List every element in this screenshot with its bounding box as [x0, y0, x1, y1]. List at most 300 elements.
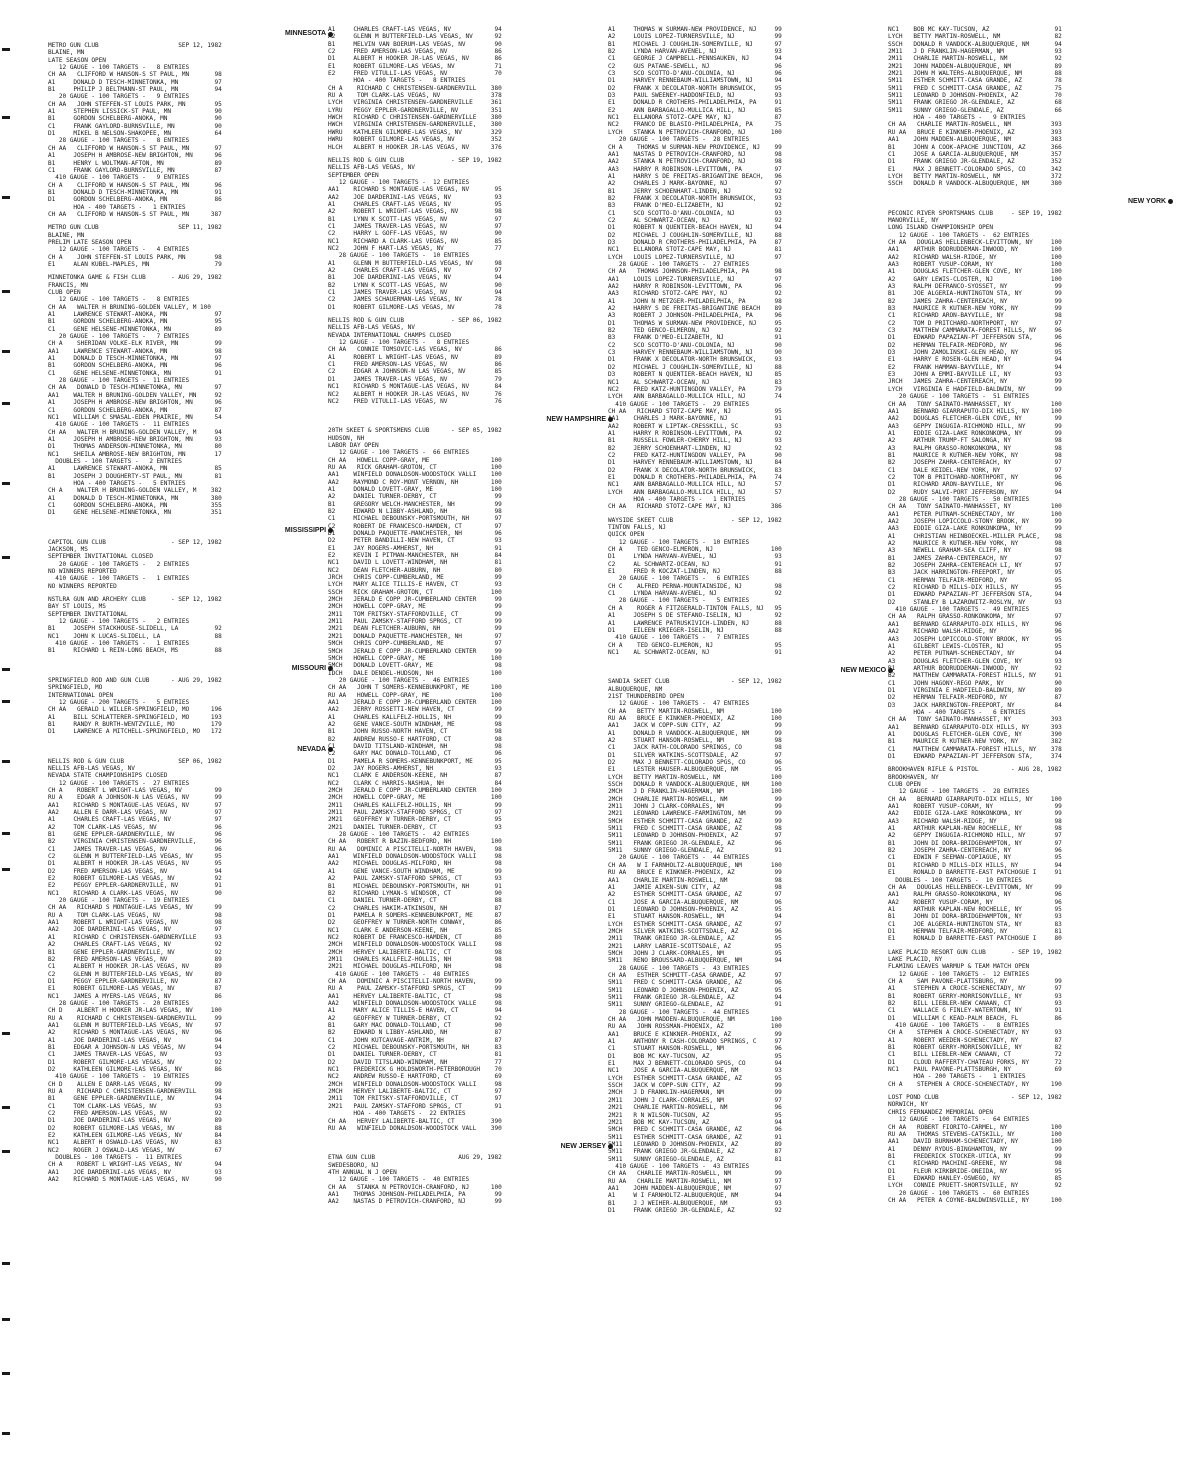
result-line: 2M21 DONALD PAQUETTE-MANCHESTER, NH 97	[328, 632, 502, 640]
result-line: AA2 RICHARD WALSH-RIDGE, NY 96	[888, 628, 1062, 636]
result-line: D1 PAMELA R SOMERS-KENNEBUNKPORT, ME 95	[328, 757, 502, 765]
result-line: DOUBLES - 100 TARGETS - 2 ENTRIES	[48, 457, 182, 465]
result-line: C2 GLENN M BUTTERFIELD-LAS VEGAS, NV 95	[48, 853, 222, 861]
club-result-block	[328, 1154, 613, 1205]
results-column-4	[888, 26, 1173, 1456]
result-line: B2 LYNN K SCOTT-LAS VEGAS, NV 90	[328, 281, 502, 289]
result-line: AA1 LAWRENCE STEWART-ANOKA, MN 98	[48, 347, 222, 355]
result-line: A1 DENNY RYDUS-BINGHAMTON, NY 99	[888, 1145, 1062, 1153]
result-line: RU AA HOWELL COPP-GRAY, ME 100	[328, 691, 502, 699]
result-line: NORWICH, NY	[888, 1101, 928, 1109]
result-line: NC2 ANDREW RUSSO-E HARTFORD, CT 69	[328, 1073, 502, 1081]
result-line: CH AA RICHARD S MONTAGUE-LAS VEGAS, NV 99	[48, 904, 222, 912]
result-line: B1 ROBERT GERRY-MORRISONVILLE, NY 93	[888, 992, 1062, 1000]
result-line: RU AA CHARLIE MARTIN-ROSWELL, NM 97	[608, 1177, 782, 1185]
result-line: AA1 BRUCE E KINKNER-PHOENIX, AZ 99	[608, 1030, 782, 1038]
result-line: A1 CHARLES CRAFT-LAS VEGAS, NV 97	[48, 816, 222, 824]
scan-mark	[2, 402, 10, 405]
result-line: B2 EDWARD N LIBBY-ASHLAND, NH 87	[328, 1029, 502, 1037]
result-line: WAYSIDE SKEET CLUB - SEP 12, 1982	[608, 516, 782, 524]
result-line: C2 AL SCHWARTZ-OCEAN, NJ 91	[608, 560, 782, 568]
result-line: D3 ROBERT N QUENTIER-BEACH HAVEN, NJ 85	[608, 371, 782, 379]
result-line: 2MCH SILVER WATKINS-SCOTTSDALE, AZ 96	[608, 927, 782, 935]
result-line: METRO GUN CLUB SEP 12, 1982	[48, 42, 222, 49]
result-line: CH D ALLEN E DARR-LAS VEGAS, NV 99	[48, 1080, 222, 1088]
result-line: C1 FRED AMERSON-LAS VEGAS, NV 86	[328, 361, 502, 369]
result-line: NEVADA INTERNATIONAL CHAMPS CLOSED	[328, 331, 452, 339]
result-line: D2 STANLEY B LAZAROWITZ-ROSLYN, NY 93	[888, 598, 1062, 606]
result-line: 2MCH HERVEY LALIBERTE-BALTIC, CT 98	[328, 948, 502, 956]
result-line: BLAINE, MN	[48, 231, 85, 239]
result-line: E2 ANN BARBAGALLO-MULLICA HILL, NJ 85	[608, 106, 782, 114]
result-line: RU A TOM CLARK-LAS VEGAS, NV 98	[48, 911, 222, 919]
club-result-block	[48, 596, 333, 655]
result-line: C1 FRANK GAYLORD-BURNSVILLE, MN 90	[48, 122, 222, 130]
result-line: SSCH RICK GRAHAM-GROTON, CT 100	[328, 588, 502, 596]
result-line: B1 DONALD D TESCH-MINNETONKA, MN 91	[48, 188, 222, 196]
result-line: CH AA TONY SAINATO-MANHASSET, NY 100	[888, 400, 1062, 408]
result-line: HOA - 400 TARGETS - 5 ENTRIES	[48, 479, 186, 487]
result-line: E2 ROBERT GILMORE-LAS VEGAS, NV 92	[48, 875, 222, 883]
result-line: C1 TOM CLARK-LAS VEGAS, NV 93	[48, 1102, 222, 1110]
result-line: E1 STUART HANSON-ROSWELL, NM 94	[608, 913, 782, 921]
result-line: LONG ISLAND CHAMPIONSHIP OPEN	[888, 224, 993, 232]
result-line: C2 FRED AMERSON-LAS VEGAS, NV 86	[328, 48, 502, 56]
result-line: B2 TED GENCO-ELMERON, NJ 92	[608, 327, 782, 335]
result-line: B1 GENE EPPLER-GARDNERVILLE, NV 96	[48, 831, 222, 838]
result-line: A1 GENE VANCE-SOUTH WINDHAM, ME 99	[328, 867, 502, 875]
result-line: A2 ESTHER SCHMITT-CASA GRANDE, AZ 97	[608, 891, 782, 899]
result-line: BLAINE, MN	[48, 49, 85, 57]
result-line: A2 CHARLES J MARK-BAYONNE, NJ 97	[608, 180, 782, 188]
result-line: C1 JAMES TRAVER-LAS VEGAS, NV 94	[328, 289, 502, 297]
result-line: AA3 GEPPY INGUGIA-RICHMOND HILL, NY 99	[888, 422, 1062, 430]
result-line: 20 GAUGE - 100 TARGETS - 28 ENTRIES	[608, 136, 750, 144]
result-line: LYCH ANN BARBAGALLO-MULLICA HILL, NJ 57	[608, 488, 782, 496]
result-line: LYCH ESTHER SCHMITT-CASA GRANDE, AZ 95	[608, 1074, 782, 1082]
result-line: 5MCH FRED C SCHMITT-CASA GRANDE, AZ 96	[608, 1126, 782, 1134]
result-line: D1 HERMAN TELFAIR-MEDFORD, NY 81	[888, 927, 1062, 935]
result-line: D1 ALBERT H HOOKER JR-LAS VEGAS, NV 86	[328, 55, 502, 63]
result-line: 28 GAUGE - 100 TARGETS - 42 ENTRIES	[328, 831, 470, 839]
result-line: C1 RICHARD ARON-BAYVILLE, NY 98	[888, 312, 1062, 320]
result-line: CH AA RICHARD STOTZ-CAPE MAY, NJ 386	[608, 503, 782, 511]
scan-mark	[2, 700, 10, 703]
result-line: C3 HARVEY RENNEBAUM-WILLIAMSTOWN, NJ 90	[608, 349, 782, 357]
result-line: AA1 JACK W COPP-SUN CITY, AZ 99	[608, 722, 782, 730]
result-line: BROOKHAVEN RIFLE & PISTOL - AUG 28, 1982	[888, 766, 1062, 774]
result-line: B3 FRANK D'MEO-ELIZABETH, NJ 91	[608, 334, 782, 342]
result-line: AA2 MICHAEL DOUGLAS-MILFORD, NH 98	[328, 860, 502, 868]
result-line: E1 EDWARD HANLEY-OSWEGO, NY 85	[888, 1174, 1062, 1182]
result-line: E1 JAY ROGERS-AMHERST, NH 91	[328, 544, 502, 552]
result-line: B1 GARY MAC DONALD-TOLLAND, CT 90	[328, 1022, 502, 1030]
result-line: 2M11 TOM FRITSKY-STAFFORDVILLE, CT 97	[328, 1095, 502, 1103]
result-line: B1 MICHAEL DEBOUNSKY-PORTSMOUTH, NH 91	[328, 882, 502, 890]
result-line: LATE SEASON OPEN	[48, 56, 106, 64]
result-line: NC2 ROGER J OSWALD-LAS VEGAS, NV 67	[48, 1146, 222, 1154]
result-line: CH AA TONY SAINATO-MANHASSET, NY 393	[888, 716, 1062, 724]
result-line: AA2 HARRY R ROBINSON-LEVITTOWN, PA 96	[608, 283, 782, 291]
result-line: CH AA CLIFFORD W HANSON-S ST PAUL, MN 387	[48, 210, 222, 218]
result-line: E1 ALAN KUBEL-MAPLES, MN 79	[48, 260, 222, 268]
result-line: NC1 ELLANORA STOTZ-CAPE MAY, NJ 81	[608, 246, 782, 254]
result-line: CH AA GERALD L WILLER-SPRINGFIELD, MO 196	[48, 706, 222, 714]
result-line: 410 GAUGE - 100 TARGETS - 29 ENTRIES	[608, 400, 750, 408]
state-heading	[48, 664, 333, 674]
result-line: A2 GLENN M BUTTERFIELD-LAS VEGAS, NV 92	[328, 33, 502, 41]
result-line: AA2 JOSEPH LOPICCOLO-STONY BROOK, NY 99	[888, 518, 1062, 525]
result-line: AA2 RICHARD S MONTAGUE-LAS VEGAS, NV 90	[48, 1176, 222, 1184]
result-line: 20 GAUGE - 100 TARGETS - 7 ENTRIES	[48, 333, 190, 341]
result-line: NSTLRA GUN AND ARCHERY CLUB - SEP 12, 1982	[48, 596, 222, 604]
result-line: B1 JOHN A COOK-APACHE JUNCTION, AZ 366	[888, 143, 1062, 151]
result-line: 28 GAUGE - 100 TARGETS - 10 ENTRIES	[328, 252, 470, 260]
result-line: CH AA RICHARD STOTZ-CAPE MAY, NJ 95	[608, 407, 782, 415]
result-line: AA1 CHARLES J MARK-BAYONNE, NJ 91	[608, 415, 782, 423]
result-line: 5M11 SUNNY GRIEGO-GLENDALE, AZ 91	[608, 847, 782, 855]
result-line: ALBUQUERQUE, NM	[608, 685, 663, 693]
result-line: AA1 LOUIS LOPEZ-TURNERSVILLE, NJ 97	[608, 275, 782, 283]
result-line: A2 TOM CLARK-LAS VEGAS, NV 96	[48, 823, 222, 831]
result-line: AA3 HARRY R ROBINSON-LEVITTOWN, PA 97	[608, 165, 782, 173]
result-line: CH A RICHARD C CHRISTENSEN-GARDNERVILL 380	[328, 84, 502, 92]
result-line: NC1 WILLIAM C SMASAL-EDEN PRAIRIE, MN 54	[48, 413, 222, 421]
state-heading-text: NEW JERSEY	[560, 1142, 606, 1150]
result-line: 2M21 CHARLIE MARTIN-ROSWELL, NM 96	[608, 1104, 782, 1112]
result-line: B1 GREGORY WELCH-MANCHESTER, NH 99	[328, 500, 502, 508]
bullet-icon	[1168, 199, 1173, 204]
result-line: E3 JOHN A EMMI-BAYVILLE LI, NY 93	[888, 371, 1062, 379]
result-line: B1 ROBERT GERRY-MORRISONVILLE, NY 82	[888, 1044, 1062, 1052]
result-line: C1 GORDON SCHELBERG-ANOKA, MN 355	[48, 501, 222, 509]
result-line: C1 MATTHEW CAMMARATA-FOREST HILLS, NY 378	[888, 745, 1062, 753]
result-line: 5M11 ESTHER SCHMITT-CASA GRANDE, AZ 78	[888, 77, 1062, 85]
result-line: D1 DONALD PAQUETTE-MANCHESTER, NH 96	[328, 530, 502, 537]
result-line: A1 JOE DARDERINI-LAS VEGAS, NV 94	[48, 1036, 222, 1044]
result-line: CH A WALTER H BRUNING-GOLDEN VALLEY, M 382	[48, 487, 222, 495]
result-line: CH AA DONALD D TESCH-MINNETONKA, MN 97	[48, 384, 222, 392]
result-line: 2M11 PAUL ZAMSKY-STAFFORD SPRGS, CT 99	[328, 618, 502, 626]
result-line: 28 GAUGE - 100 TARGETS - 11 ENTRIES	[48, 377, 190, 385]
result-line: NELLIS ROD & GUN CLUB - SEP 19, 1982	[328, 156, 502, 164]
result-line: CH AA TONY SAINATO-MANHASSET, NY 100	[888, 503, 1062, 511]
result-line: 5M11 FRED C SCHMITT-CASA GRANDE, AZ 96	[608, 979, 782, 987]
result-line: CH AA WALTER H BRUNING-GOLDEN VALLEY, M 100	[48, 303, 211, 311]
result-line: CH AA CLIFFORD W HANSON-S ST PAUL, MN 98	[48, 71, 222, 79]
result-line: A2 STUART HANSON-ROSWELL, NM 98	[608, 736, 782, 744]
result-line: 2M21 LARRY LABRIE-SCOTTSDALE, AZ 95	[608, 942, 782, 950]
result-line: NC1 JAMES A MYERS-LAS VEGAS, NV 86	[48, 992, 222, 1000]
result-line: CH AA HOWELL COPP-GRAY, ME 100	[328, 456, 502, 464]
result-line: E1 RONALD D BARRETTE-EAST PATCHOGUE I 80	[888, 935, 1062, 943]
result-line: AA1 JERALD E COPP JR-CUMBERLAND CENTER 100	[328, 698, 502, 706]
result-line: B2 JOSEPH ZAHRA-CENTEREACH LI, NY 97	[888, 562, 1062, 570]
result-line: D1 EDWARD PAPAZIAN-PT JEFFERSON STA, 96	[888, 334, 1062, 342]
result-line: B1 JOE DARDERINI-LAS VEGAS, NV 94	[328, 274, 502, 282]
result-line: A1 CHRISTIAN HEINBOECKEL-MILLER PLACE, 98	[888, 532, 1062, 540]
result-line: CH AA HERVEY LALIBERTE-BALTIC, CT 390	[328, 1117, 502, 1125]
result-line: 2MCH WINFIELD DONALDSON-WOODSTOCK VALLI 98	[328, 941, 502, 949]
result-line: NC1 ELLANORA STOTZ-CAPE MAY, NJ 87	[608, 114, 782, 122]
result-line: B1 J J WEIHER-ALBUQUERQUE, NM 93	[608, 1199, 782, 1207]
result-line: NC2 FRED VITULLI-LAS VEGAS, NV 76	[328, 397, 502, 405]
result-line: B1 MAURICE R KUTNER-NEW YORK, NY 382	[888, 738, 1062, 746]
state-heading	[48, 29, 333, 39]
result-line: JRCH CHRIS COPP-CUMBERLAND, ME 99	[328, 574, 502, 582]
result-line: C2 ROBERT DE FRANCESCO-HAMDEN, CT 97	[328, 522, 502, 530]
result-line: E1 ROBERT GILMORE-LAS VEGAS, NV 71	[328, 62, 502, 70]
result-line: 2MCH HOWELL COPP-GRAY, ME 100	[328, 794, 502, 802]
result-line: NC1 AL SCHWARTZ-OCEAN, NJ 83	[608, 378, 782, 386]
result-line: CH A ROBERT L WRIGHT-LAS VEGAS, NV 99	[48, 786, 222, 794]
result-line: AA2 STANKA N PETROVICH-CRANFORD, NJ 98	[608, 158, 782, 166]
result-line: A2 PAUL ZAMSKY-STAFFORD SPRGS, CT 93	[328, 875, 502, 883]
state-heading	[48, 745, 333, 755]
club-result-block	[328, 317, 613, 405]
result-line: LYCH LOUIS LOPEZ-TURNERSVILLE, NJ 97	[608, 253, 782, 261]
result-line: SANDIA SKEET CLUB - SEP 12, 1982	[608, 678, 782, 686]
result-line: CH A ROGER A FITZGERALD-TINTON FALLS, NJ 95	[608, 604, 782, 612]
result-line: NC1 RICHARD A CLARK-LAS VEGAS, NV 85	[328, 237, 502, 245]
result-line: SSCH DONALD R VANDOCK-ALBUQUERQUE, NM 94	[888, 40, 1062, 48]
result-line: AA1 GLENN M BUTTERFIELD-LAS VEGAS, NV 97	[48, 1021, 222, 1029]
result-line: SEPTEMBER OPEN	[328, 171, 379, 179]
result-line: B1 GORDON SCHELBERG-ANOKA, MN 90	[48, 115, 222, 123]
result-line: B1 JAMES ZAHRA-CENTEREACH, NY 97	[888, 554, 1062, 562]
result-line: 2MCH JERALD E COPP JR-CUMBERLAND CENTER 99	[328, 596, 502, 604]
result-line: AA1 HERVEY LALIBERTE-BALTIC, CT 98	[328, 992, 502, 1000]
result-line: 12 GAUGE - 200 TARGETS - 5 ENTRIES	[48, 698, 190, 706]
result-line: 28 GAUGE - 100 TARGETS - 27 ENTRIES	[608, 261, 750, 268]
result-line: 2M21 JOHN M WALTERS-ALBUQUERQUE, NM 88	[888, 70, 1062, 78]
result-line: 28 GAUGE - 100 TARGETS - 43 ENTRIES	[608, 964, 750, 972]
result-line: B1 RICHARD L REIN-LONG BEACH, MS 88	[48, 647, 222, 655]
result-line: 28 GAUGE - 100 TARGETS - 20 ENTRIES	[48, 999, 190, 1007]
scan-mark	[2, 1318, 10, 1321]
result-line: LYCH VIRGINIA CHRISTENSEN-GARDNERVILLE 361	[328, 99, 502, 107]
result-line: SSCH DONALD R VANDOCK-ALBUQUERQUE, NM 380	[888, 180, 1062, 188]
result-line: 20 GAUGE - 100 TARGETS - 51 ENTRIES	[888, 393, 1030, 401]
result-line: C1 HERMAN TELFAIR-MEDFORD, NY 95	[888, 576, 1062, 584]
result-line: NC2 ROBERT DE FRANCESCO-HAMDEN, CT 80	[328, 933, 502, 941]
result-line: 12 GAUGE - 100 TARGETS - 4 ENTRIES	[48, 246, 190, 254]
result-line: 28 GAUGE - 100 TARGETS - 44 ENTRIES	[608, 1008, 750, 1016]
results-column-2	[328, 26, 613, 1456]
result-line: A1 CHARLES KALLFELZ-HOLLIS, NH 99	[328, 713, 502, 721]
scan-mark	[2, 1032, 10, 1035]
result-line: CH A STEPHEN A CROCE-SCHENECTADY, NY 190	[888, 1080, 1062, 1088]
result-line: HOA - 400 TARGETS - 8 ENTRIES	[328, 77, 466, 85]
result-line: NELLIS AFB-LAS VEGAS, NV	[328, 324, 415, 332]
result-line: C1 GENE HELSENE-MINNETONKA, MN 91	[48, 369, 222, 377]
state-heading-text: MINNESOTA	[284, 30, 326, 38]
result-line: E1 MAX J BENNETT-COLORADO SPGS, CO 94	[608, 1060, 782, 1068]
result-line: CH C ALFRED PERNA-MOUNTAINSIDE, NJ 98	[608, 582, 782, 590]
result-line: C1 JOSE A GARCIA-ALBUQUERQUE, NM 96	[608, 898, 782, 906]
result-line: AA2 NASTAS D PETROVICH-CRANFORD, NJ 99	[328, 1198, 502, 1206]
result-line: LYCH BETTY MARTIN-ROSWELL, NM 372	[888, 172, 1062, 180]
result-line: C2 TOM B PRITCHARD-NORTHPORT, NY 96	[888, 473, 1062, 481]
result-line: CH AA JOHN MADDEN-ALBUQUERQUE, NM 100	[608, 1016, 782, 1024]
result-line: 12 GAUGE - 100 TARGETS - 64 ENTRIES	[888, 1116, 1030, 1124]
result-line: RU A EDGAR A JOHNSON-N LAS VEGAS, NV 99	[48, 794, 222, 802]
result-line: HOA - 200 TARGETS - 1 ENTRIES	[888, 1073, 1026, 1081]
result-line: LYCH ESTHER SCHMITT-CASA GRANDE, AZ 97	[608, 920, 782, 928]
result-line: A1 DONALD R VANDOCK-ALBUQUERQUE, NM 99	[608, 729, 782, 737]
result-line: CH AA RALPH GRASSO-RONKONKOMA, NY 97	[888, 613, 1062, 621]
result-line: MANORVILLE, NY	[888, 216, 939, 224]
club-result-block	[48, 758, 333, 1184]
result-line: D2 HERMAN TELFAIR-MEDFORD, NY 87	[888, 694, 1062, 702]
result-line: 12 GAUGE - 100 TARGETS - 8 ENTRIES	[48, 64, 190, 72]
result-line: DOUBLES - 100 TARGETS - 10 ENTRIES	[888, 876, 1022, 884]
result-line: 2M21 JOHN MADDEN-ALBUQUERQUE, NM 89	[888, 62, 1062, 70]
result-line: 5M11 FRANK GRIEGO JR-GLENDALE, AZ 96	[608, 839, 782, 847]
result-line: D1 THOMAS ANDERSON-MINNETONKA, MN 80	[48, 443, 222, 451]
results-column-3	[608, 26, 893, 1456]
result-line: CH A THOMAS W SURMAN-NEW PROVIDENCE, NJ 99	[608, 143, 782, 151]
club-result-block	[48, 539, 333, 590]
result-line: C2 EDGAR A JOHNSON-N LAS VEGAS, NV 85	[328, 368, 502, 376]
result-line: LOST POND CLUB - SEP 12, 1982	[888, 1094, 1062, 1102]
result-line: NC2 JOHN F HART-LAS VEGAS, NV 77	[328, 244, 502, 252]
result-line: A1 DONALD D TESCH-MINNETONKA, MN 97	[48, 78, 222, 86]
result-line: A2 GENE VANCE-SOUTH WINDHAM, ME 98	[328, 720, 502, 728]
result-line: CH D ALBERT H HOOKER JR-LAS VEGAS, NV 100	[48, 1007, 222, 1015]
result-line: AA2 EDDIE GIZA-LAKE RONKONKOMA, NY 99	[888, 810, 1062, 818]
result-line: NC1 CLARK E ANDERSON-KEENE, NH 87	[328, 772, 502, 780]
result-line: B2 BILL LIEBLER-NEW CANAAN, CT 93	[888, 1000, 1062, 1007]
result-line: 410 GAUGE - 100 TARGETS - 7 ENTRIES	[608, 634, 750, 642]
state-heading	[888, 197, 1173, 207]
result-line: CH AA BETTY MARTIN-ROSWELL, NM 100	[608, 707, 782, 715]
result-line: RU A PAUL ZAMSKY-STAFFORD SPRGS, CT 99	[328, 985, 502, 993]
result-line: BAY ST LOUIS, MS	[48, 603, 106, 611]
result-line: CH A SAM PAVONE-PLATTSBURG, NY 99	[888, 977, 1062, 985]
result-line: 410 GAUGE - 100 TARGETS - 11 ENTRIES	[48, 421, 190, 429]
result-line: D1 ALBERT H HOOKER JR-LAS VEGAS, NV 95	[48, 860, 222, 868]
result-line: D2 PETER BANDILLI-NEW HAVEN, CT 93	[328, 537, 502, 545]
result-line: D1 JAMES TRAVER-LAS VEGAS, NV 79	[328, 375, 502, 383]
result-line: 2M11 J D FRANKLIN-HAGERMAN, NM 93	[888, 48, 1062, 56]
result-line: 20 GAUGE - 100 TARGETS - 6 ENTRIES	[608, 575, 750, 583]
result-line: D1 MIKEL B NELSON-SHAKOPEE, MN 64	[48, 130, 222, 138]
club-result-block	[328, 157, 613, 311]
result-line: B1 MELVIN VAN BOERUM-LAS VEGAS, NV 90	[328, 40, 502, 48]
result-line: A1 ROBERT L WRIGHT-LAS VEGAS, NV 89	[328, 353, 502, 361]
result-line: E2 KEVIN I PITMAN-MANCHESTER, NH 84	[328, 552, 502, 560]
result-line: NC1 BOB MC KAY-TUCSON, AZ 91	[888, 26, 1062, 33]
result-line: NELLIS AFB-LAS VEGAS, NV	[328, 164, 415, 172]
result-line: B1 MAURICE R KUTNER-NEW YORK, NY 98	[888, 451, 1062, 459]
result-line: CH AA BERNARD GIARRAPUTO-DIX HILLS, NY 100	[888, 795, 1062, 803]
result-line: NELLIS ROD & GUN CLUB - SEP 06, 1982	[328, 317, 502, 325]
result-line: 5M11 FRANK GRIEGO JR-GLENDALE, AZ 87	[608, 1148, 782, 1156]
result-line: A1 CHARLES CRAFT-LAS VEGAS, NV 95	[328, 200, 502, 208]
result-line: A1 JOSEPH H AMBROSE-NEW BRIGHTON, MN 96	[48, 152, 222, 160]
result-line: NC1 FREDERICK G HOLDSWORTH-PETERBOROUGH 70	[328, 1066, 502, 1074]
result-line: AA2 ALLEN E DARR-LAS VEGAS, NV 97	[48, 808, 222, 816]
scan-mark	[2, 1372, 10, 1375]
result-line: A1 DONALD D TESCH-MINNETONKA, MN 380	[48, 494, 222, 502]
result-line: AA2 JERRY ROSSETTI-NEW HAVEN, CT 99	[328, 706, 502, 714]
result-line: AA2 RAYMOND C ROY-MONT VERNON, NH 100	[328, 478, 502, 486]
result-line: LYCH MARY ALICE TILLIS-E HAVEN, CT 93	[328, 581, 502, 589]
result-line: AA2 RICHARD WALSH-RIDGE, NY 100	[888, 253, 1062, 261]
result-line: D2 JAY ROGERS-AMHERST, NH 93	[328, 765, 502, 772]
result-line: 5MCH JERALD E COPP JR-CUMBERLAND CENTER 99	[328, 647, 502, 655]
result-line: CH AA ROBERT FIORITO-CARMEL, NY 100	[888, 1123, 1062, 1131]
result-line: D1 FLEUR KIRKBRIDE-ONEIDA, NY 95	[888, 1167, 1062, 1175]
result-line: D1 ROBERT GILMORE-LAS VEGAS, NV 92	[48, 1058, 222, 1066]
result-line: 12 GAUGE - 100 TARGETS - 28 ENTRIES	[888, 788, 1030, 796]
result-line: 410 GAUGE - 100 TARGETS - 48 ENTRIES	[328, 970, 470, 978]
result-line: CH AA DOUGLAS HELLENBECK-LEVITTOWN, NY 100	[888, 238, 1062, 246]
result-line: D2 FRED AMERSON-LAS VEGAS, NV 94	[48, 867, 222, 875]
result-line: RU AA RICK GRAHAM-GROTON, CT 100	[328, 463, 502, 471]
result-line: CH AA STANKA N PETROVICH-CRANFORD, NJ 100	[328, 1183, 502, 1191]
result-line: C1 JOE ALGERIA-HUNTINGTON STA, NY 83	[888, 920, 1062, 928]
result-line: CH A TED GENCO-ELMERON, NJ 100	[608, 546, 782, 554]
result-line: B2 JOSEPH ZAHRA-CENTEREACH, NY 97	[888, 459, 1062, 467]
result-line: 5MCH HOWELL COPP-GRAY, ME 100	[328, 654, 502, 662]
result-line: B2 FRED AMERSON-LAS VEGAS, NV 89	[48, 955, 222, 963]
result-line: C1 GEORGE J CAMPBELL-PENNSAUKEN, NJ 94	[608, 55, 782, 63]
result-line: B2 VIRGINIA CHRISTENSEN-GARDNERVILLE, 96	[48, 838, 222, 846]
result-line: D1 HARVEY RENNEBAUM-WILLIAMSTOWN, NJ 94	[608, 77, 782, 85]
result-line: NC1 CLARK E ANDERSON-KEENE, NH 85	[328, 926, 502, 934]
result-line: B2 FRANK X DECOLATOR-NORTH BRUNSWICK, 93	[608, 194, 782, 202]
result-line: B1 JOSEPH J DOUGHERTY-ST PAUL, MN 81	[48, 472, 222, 480]
result-line: D2 MICHAEL J COUGHLIN-SOMERVILLE, NJ 88	[608, 363, 782, 371]
result-line: SSCH JACK W COPP-SUN CITY, AZ 99	[608, 1082, 782, 1090]
result-line: C2 TOM D PRITCHARD-NORTHPORT, NY 97	[888, 319, 1062, 327]
result-line: D2 ROBERT GILMORE-LAS VEGAS, NV 88	[48, 1124, 222, 1132]
result-line: 2M21 MICHAEL DOUGLAS-MILFORD, NH 98	[328, 963, 502, 971]
result-line: A1 ARTHUR KAPLAN-NEW ROCHELLE, NY 98	[888, 825, 1062, 833]
result-line: RU A RICHARD C CHRISTENSEN-GARDNERVILL 98	[48, 1088, 222, 1096]
result-line: NC1 JOSE A GARCIA-ALBUQUERQUE, NM 93	[608, 1067, 782, 1075]
result-line: 12 GAUGE - 100 TARGETS - 62 ENTRIES	[888, 231, 1030, 239]
result-line: E1 FRED R KOCZAT-LINDEN, NJ 88	[608, 568, 782, 576]
result-line: A2 ARTHUR TRUMP-FT SALONGA, NY 98	[888, 437, 1062, 445]
result-line: NC1 PAUL PAVONE-PLATTSBURGH, NY 69	[888, 1066, 1062, 1074]
result-line: 2MCH J D FRANKLIN-HAGERMAN, NM 99	[608, 1089, 782, 1097]
result-line: CH A TED GENCO-ELMERON, NJ 95	[608, 641, 782, 649]
result-line: 2MCH HERVEY LALIBERTE-BALTIC, CT 97	[328, 1088, 502, 1096]
result-line: TINTON FALLS, NJ	[608, 524, 666, 532]
result-line: D3 DONALD R CROTHERS-PHILADELPHIA, PA 87	[608, 238, 782, 246]
result-line: HWRU KATHLEEN GILMORE-LAS VEGAS, NV 329	[328, 128, 502, 136]
result-line: B2 JOSEPH ZAHRA-CENTEREACH, NY 96	[888, 847, 1062, 855]
result-line: D1 FRANK X DECOLATOR-NORTH BRUNSWICK, 93	[608, 356, 782, 364]
result-line: A3 RALPH GRASSO-RONKONKOMA, NY 98	[888, 444, 1062, 452]
result-line: AA1 RICHARD S MONTAGUE-LAS VEGAS, NV 97	[48, 801, 222, 809]
result-line: C1 GENE HELSENE-MINNETONKA, MN 89	[48, 325, 222, 333]
result-line: C2 RICHARD D MILLS-DIX HILLS, NY 95	[888, 584, 1062, 592]
result-line: 5MCH DONALD LOVETT-GRAY, ME 98	[328, 662, 502, 670]
result-line: AA2 WINFIELD DONALDSON-WOODSTOCK VALLE 98	[328, 1000, 502, 1007]
result-line: C1 RICHARD MACHINI-GREENE, NY 98	[888, 1160, 1062, 1168]
result-line: FLAMING LEAVES WARMUP & TEAM MATCH OPEN	[888, 963, 1030, 971]
result-line: B2 EDWARD N LIBBY-ASHLAND, NH 98	[328, 507, 502, 515]
result-line: AA2 JOE DARDERINI-LAS VEGAS, NV 93	[328, 193, 502, 201]
result-line: 5M11 RENO BROUSSARD-ALBUQUERQUE, NM 94	[608, 957, 782, 965]
result-line: 5M11 FRED C SCHMITT-CASA GRANDE, AZ 75	[888, 84, 1062, 92]
result-line: NC1 ANN BARBAGALLO-MULLICA HILL, NJ 57	[608, 481, 782, 489]
result-line: 12 GAUGE - 100 TARGETS - 47 ENTRIES	[608, 700, 750, 708]
